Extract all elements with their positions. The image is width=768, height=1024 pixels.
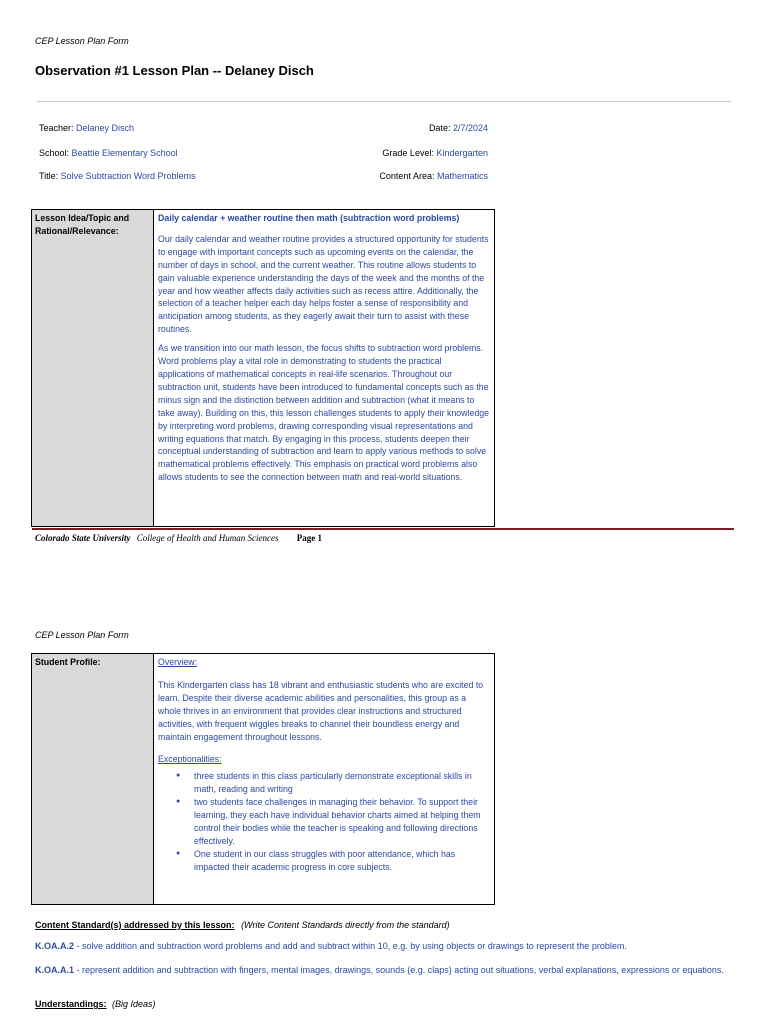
content-standards-heading-line — [35, 919, 450, 932]
title-value: Solve Subtraction Word Problems — [60, 171, 196, 181]
teacher-label: Teacher: — [39, 123, 77, 133]
content-area-label: Content Area: — [379, 171, 437, 181]
list-item: ● three students in this class particularly demonstrate exceptional skills in math, reading and writing — [158, 770, 490, 796]
overview-heading: Overview: — [158, 657, 198, 667]
content-area-value: Mathematics — [436, 171, 488, 181]
content-standards-heading: Content Standard(s) addressed by this lesson: — [35, 920, 235, 930]
footer-rule — [32, 528, 734, 530]
content-standards-note: (Write Content Standards directly from the standard) — [241, 920, 450, 930]
footer-page-number: Page 1 — [296, 533, 322, 543]
school-label: School: — [39, 148, 72, 158]
list-item: ● One student in our class struggles with poor attendance, which has impacted their academic progress in core subjects. — [158, 848, 490, 874]
standard-text: - solve addition and subtraction word problems and add and subtract within 10, e.g. by using objects or drawings to represent the problem. — [74, 941, 627, 951]
school-field — [39, 148, 178, 158]
header-divider — [37, 101, 731, 102]
lesson-idea-table — [31, 209, 495, 527]
date-field — [429, 123, 488, 133]
overview-text: This Kindergarten class has 18 vibrant and enthusiastic students who are excited to learn. Despite their diverse academic abilities and personalities, this group as a whole thrives in an environment that provides clear instructions and structured activities, with frequent wiggles breaks to channel their boundless energy and maintain engagement throughout lessons. — [158, 679, 484, 742]
title-field — [39, 171, 196, 181]
grade-field — [382, 148, 488, 158]
standard-text: - represent addition and subtraction with fingers, mental images, drawings, sounds (e.g. claps) acting out situations, verbal explanations, expressions or equations. — [74, 965, 724, 975]
teacher-field — [39, 123, 134, 133]
standard-code: K.OA.A.2 — [35, 941, 75, 951]
footer-college: College of Health and Human Sciences — [136, 533, 279, 543]
footer-university: Colorado State University — [35, 533, 131, 543]
date-value: 2/7/2024 — [452, 123, 488, 133]
lesson-idea-content — [154, 210, 495, 527]
content-area-field — [379, 171, 488, 181]
teacher-value: Delaney Disch — [76, 123, 135, 133]
school-value: Beattie Elementary School — [71, 148, 178, 158]
lesson-idea-heading: Daily calendar + weather routine then math (subtraction word problems) — [158, 213, 460, 223]
list-item: ● two students face challenges in managing their behavior. To support their learning, they each have individual behavior charts aimed at helping them control their bodies while the teacher is speaking and following directions effectively. — [158, 796, 490, 848]
lesson-idea-paragraph-1: Our daily calendar and weather routine provides a structured opportunity for students to engage with important concepts such as upcoming events on the calendar, the number of days in school, and the current weather. This routine allows students to gain valuable experience understanding the days of the week and the months of the year and how weather affects daily activities such as recess attire. Additionally, the selection of a teacher helper each day helps foster a sense of responsibility and anticipation among students, as they eagerly await their turn to assist with these routines. — [158, 233, 489, 335]
grade-value: Kindergarten — [436, 148, 488, 158]
exceptionalities-list — [158, 770, 490, 873]
lesson-idea-label: Lesson Idea/Topic and Rational/Relevance: — [32, 210, 154, 527]
standard-code: K.OA.A.1 — [35, 965, 75, 975]
exceptionalities-heading: Exceptionalities: — [158, 754, 222, 765]
understandings-heading: Understandings: — [35, 999, 107, 1009]
lesson-idea-paragraph-2: As we transition into our math lesson, the focus shifts to subtraction word problems. Word problems play a vital role in demonstrating to students the practical applications of mathematical concepts in real-life scenarios. Throughout our subtraction unit, students have been introduced to fundamental concepts such as the minus sign and the distinction between addition and subtraction (what it means to take away). Building on this, this lesson challenges students to apply their knowledge by interpreting word problems, drawing corresponding visual representations and writing equations that match. By engaging in this process, students deepen their conceptual understanding of subtraction and learn to apply various methods to solve mathematical problems effectively. This emphasis on practical word problems also allows students to see the connection between math and real-world situations. — [158, 343, 490, 483]
date-label: Date: — [428, 123, 453, 133]
student-profile-label: Student Profile: — [32, 654, 154, 905]
understandings-note: (Big Ideas) — [112, 999, 156, 1009]
form-label: CEP Lesson Plan Form — [35, 36, 129, 46]
understandings-line — [35, 998, 156, 1011]
standard-item-1 — [35, 940, 735, 953]
student-profile-table — [31, 653, 495, 905]
title-label: Title: — [39, 171, 61, 181]
form-label-page-2: CEP Lesson Plan Form — [35, 630, 129, 640]
page-title: Observation #1 Lesson Plan -- Delaney Disch — [35, 63, 314, 78]
grade-label: Grade Level: — [382, 148, 437, 158]
page-footer — [35, 533, 322, 543]
student-profile-content — [154, 654, 495, 905]
standard-item-2 — [35, 964, 735, 977]
